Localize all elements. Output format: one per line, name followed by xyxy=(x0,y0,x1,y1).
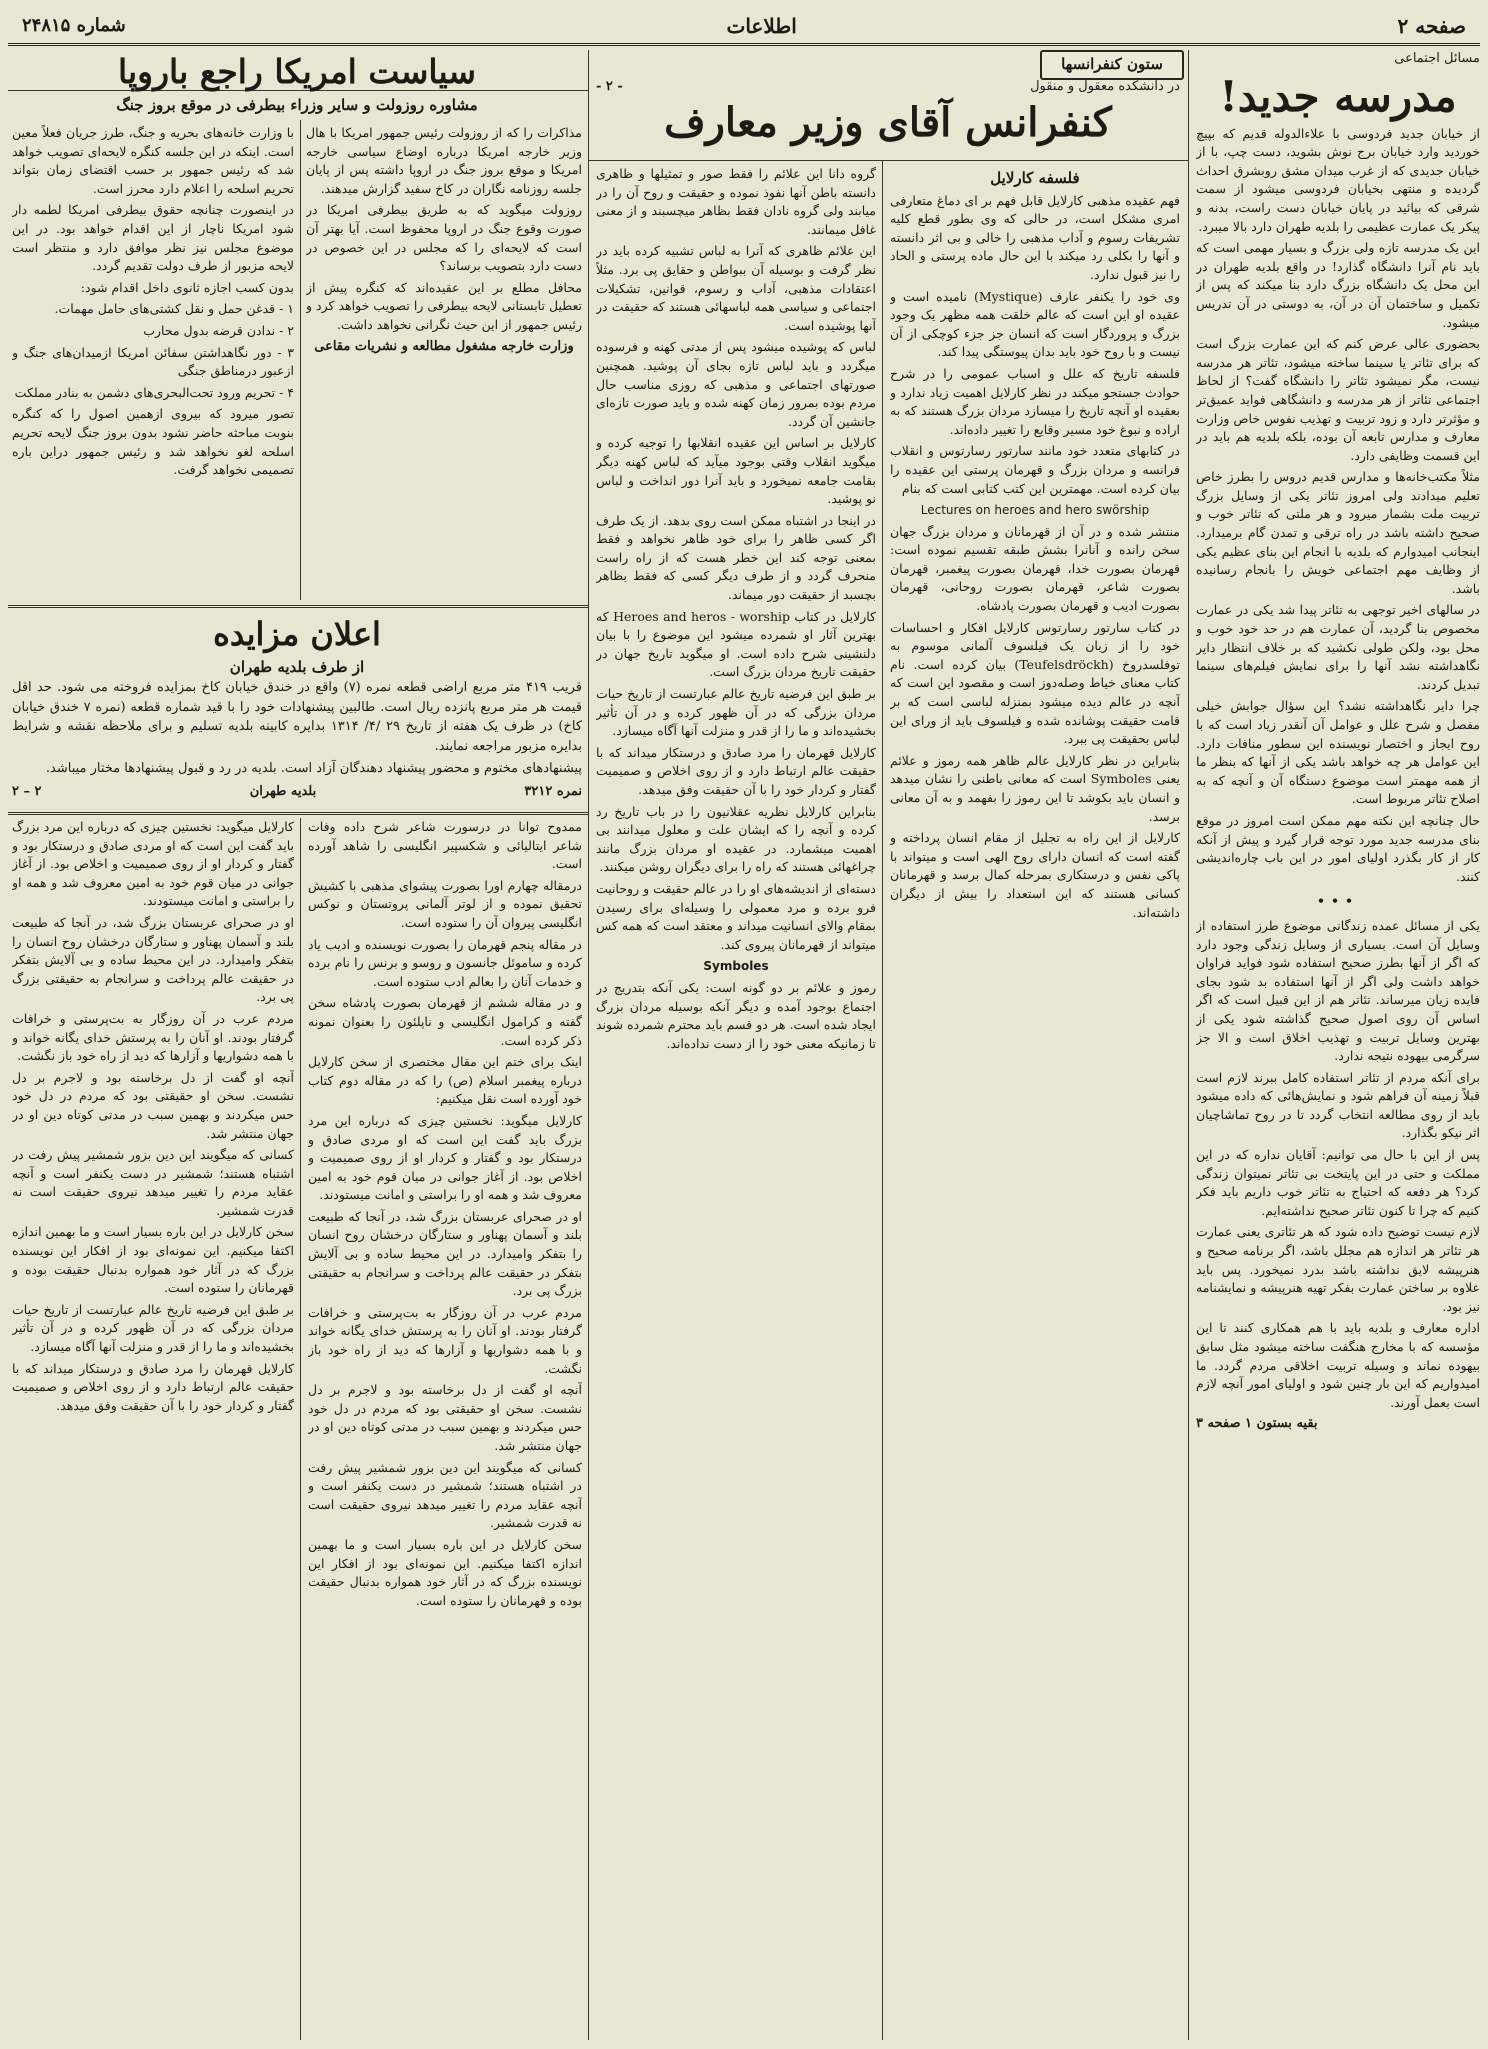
paragraph: آنچه او گفت از دل برخاسته بود و لاجرم بر دل نشست. سخن او حقیقتی بود که مردم در دل خود حس میکردند و بهمین سبب در مدتی کوتاه دین او در جهان منتشر شد. xyxy=(308,1382,582,1453)
paragraph: در کتابهای متعدد خود مانند سارتور رسارتوس و انقلاب فرانسه و مردان بزرگ و قهرمان پرستی این عقیده را بیان کرده است. مهمترین این کتب کتابی است که بنام xyxy=(890,443,1180,496)
article-kicker: مسائل اجتماعی xyxy=(1394,51,1480,66)
paragraph: آنچه او گفت از دل برخاسته بود و لاجرم بر دل نشست. سخن او حقیقتی بود که مردم در دل خود حس میکردند و بهمین سبب در مدتی کوتاه دین او در جهان منتشر شد. xyxy=(12,1069,294,1141)
paragraph: بحضوری عالی عرض کنم که این عمارت بزرگ است که برای تئاتر یا سینما ساخته میشود، تئاتر هر مدرسه نیست، مگر نمیشود تئاتر را دانشگاه گفت؟ از لحاظ اجتماعی تئاتر از هر مدرسه و دانشگاهی فواید عمیق‌تر و مؤثرتر دارد و زود تربیت و تهذیب نفوس خاص وزارت معارف و مدارس تابعه آن بوده، بلکه بلدیه هم باید در این قسمت وظایفی دارد. xyxy=(1196,336,1480,463)
paragraph: رموز و علائم بر دو گونه است: یکی آنکه بتدریج در اجتماع بوجود آمده و دیگر آنکه بوسیله مردان بزرگ ایجاد شده است. هر دو قسم باید محترم شمرده شوند تا زمانیکه معنی خود را از دست نداده‌اند. xyxy=(596,979,876,1051)
paragraph: بدون کسب اجازه ثانوی داخل اقدام شود: xyxy=(80,279,294,295)
book-title-latin: Lectures on heroes and hero swörship xyxy=(920,503,1150,518)
conference-column-left xyxy=(308,818,582,2040)
issue-number: شماره ۲۴۸۱۵ xyxy=(22,15,126,36)
paragraph: بنابراین کارلایل نظریه عقلانیون را در باب تاریخ رد کرده و آنچه را که ایشان علت و معلول میدانند بی اهمیت میشمارد. در عقیده او مردان بزرگ مانند چراغهائی هستند که راه را برای دیگران روشن میکنند. xyxy=(596,803,876,875)
conference-column-label: ستون کنفرانسها xyxy=(1040,50,1184,80)
policy-column-b xyxy=(306,124,582,602)
article-headline: مدرسه جدید! xyxy=(1219,71,1457,121)
paragraph: مثلاً مکتب‌خانه‌ها و مدارس قدیم دروس را بطرز خاص تعلیم میدادند ولی امروز تئاتر یکی از وسایل بزرگ تربیت ملت بشمار میرود و هر ملتی که تئاتر خوب و صحیح داشته باشد در راه ترقی و تمدن گام برمیدارد. اینجانب امیدوارم که بلدیه با انجام این بنای عظیم یکی از وظایف مهم اجتماعی خویش را بانجام رسانیده باشد. xyxy=(1196,469,1480,596)
paragraph: و در مقاله ششم از قهرمان بصورت پادشاه سخن گفته و کرامول انگلیسی و ناپلئون را بعنوان نمونه ذکر کرده است. xyxy=(308,995,582,1048)
page-number: صفحه ۲ xyxy=(1397,13,1466,38)
conference-column-right xyxy=(890,165,1180,2040)
paragraph: ممدوح توانا در درسورت شاعر شرح داده وفات شاعر ایتالیائی و شکسپیر انگلیسی را شاهد آورده است. xyxy=(308,819,582,872)
auction-subhead: از طرف بلدیه طهران xyxy=(229,658,365,676)
paragraph: اینک برای ختم این مقال مختصری از سخن کارلایل درباره پیغمبر اسلام (ص) را که در مقاله دوم کتاب خود آورده است نقل میکنیم: xyxy=(308,1054,582,1107)
policy-column-a xyxy=(12,124,294,602)
conference-subtitle: در دانشکده معقول و منقول xyxy=(1030,79,1180,94)
paragraph: اداره معارف و بلدیه باید با هم همکاری کنند تا این مؤسسه که با مخارج هنگفت ساخته میشود مثل سابق بیهوده نماند و وسیله تربیت اخلاقی مردم گردد. ما امیدواریم که این بار چنین شود و اولیای امور آنچه لازم است بعمل آورند. xyxy=(1196,1320,1480,1410)
conference-column-far-left xyxy=(12,818,294,2040)
policy-header xyxy=(12,50,582,120)
auction-body-2: پیشنهادهای مختوم و محضور پیشنهاد دهندگان آزاد است. بلدیه در رد و قبول پیشنهادها مختار میباشد. xyxy=(45,761,582,776)
auction-body: قریب ۴۱۹ متر مربع اراضی قطعه نمره (۷) واقع در خندق خیابان کاخ بمزایده فروخته می شود. حد اقل قیمت هر متر مربع پانزده ریال است. طالبین پیشنهادات خود را با قید شماره قطعه (نمره ۷ خندق خیابان کاخ) در ظرف یک هفته از تاریخ ۲۹ /۴/ ۱۳۱۴ بدایره کابینه بلدیه تسلیم و برای ملاحظه نقشه و شرایط بدایره مزبور مراجعه نمایند. xyxy=(12,680,582,754)
auction-headline: اعلان مزایده xyxy=(213,615,381,653)
paragraph: درمقاله چهارم اورا بصورت پیشوای مذهبی با کشیش تحقیق نموده و از لوتر آلمانی پروتستان و نوکس انگلیسی پیروان آن را ستوده است. xyxy=(308,877,582,930)
paragraph: کارلایل میگوید: نخستین چیزی که درباره این مرد بزرگ باید گفت این است که او مردی صادق و درستکار بود و گفتار و کردار او از روی صمیمیت و اخلاص بود. از آغاز جوانی در میان قوم خود به امین معروف شد و همه او را براستی و امانت میستودند. xyxy=(12,819,294,909)
masthead xyxy=(8,8,1480,46)
policy-subhead: مشاوره روزولت و سایر وزراء بیطرفی در موقع بروز جنگ xyxy=(116,96,478,114)
paragraph: منتشر شده و در آن از قهرمانان و مردان بزرگ جهان سخن رانده و آنانرا بشش طبقه تقسیم نموده است: قهرمان بصورت خدا، قهرمان بصورت پیغمبر، قهرمان بصورت شاعر، قهرمان بصورت روحانی، قهرمان بصورت ادیب و قهرمان بصورت پادشاه. xyxy=(890,523,1180,614)
paragraph: سخن کارلایل در این باره بسیار است و ما بهمین اندازه اکتفا میکنیم. این نمونه‌ای بود از افکار این نویسنده بزرگ که در آثار خود همواره بدنبال حقیقت بوده و قهرمانان را ستوده است. xyxy=(308,1536,582,1608)
list-item: ۴ - تحریم ورود تحت‌البحری‌های دشمن به بنادر مملکت xyxy=(14,384,294,400)
list-item: ۱ - قدغن حمل و نقل کشتی‌های حامل مهمات. xyxy=(54,301,294,317)
continued-note: بقیه بستون ۱ صفحه ۳ xyxy=(1196,1416,1318,1432)
paragraph: وی خود را یکنفر عارف (Mystique) نامیده است و عقیده او این است که عالم خلقت همه مظهر یک وجود بزرگ و پروردگار است که انسان جز جزء کوچکی از آن نیست و با روح خود باید بدان پیوستگی پیدا کند. xyxy=(890,288,1180,360)
paragraph: بر طبق این فرضیه تاریخ عالم عبارتست از تاریخ حیات مردان بزرگی که در آن ظهور کرده و در آن تأثیر بخشیده‌اند و ما را از قدر و منزلت آنها آگاه میسازد. xyxy=(12,1301,294,1355)
column-rule xyxy=(300,120,301,600)
paragraph: در سالهای اخیر توجهی به تئاتر پیدا شد یکی در عمارت مخصوص بنا گردید، آن عمارت هم در حد خود خوب و محل بود، ولکن طولی نکشید که بر خلاف انتظار دایر نگاهداشته نشد آنها را برای نمایش فیلم‌های سینما تبدیل کردند. xyxy=(1196,602,1480,692)
paragraph: لباس که پوشیده میشود پس از مدتی کهنه و فرسوده میگردد و باید لباس تازه بجای آن پوشید. همچنین صورتهای اجتماعی و مذهبی که روزی مناسب حال مردم بوده بمرور زمان کهنه شده و باید صورت تازه‌ای جانشین آن گردد. xyxy=(596,339,876,429)
column-rule xyxy=(882,160,883,2040)
auction-footer: بلدیه طهران xyxy=(249,783,317,799)
paragraph: از خیابان جدید فردوسی با علاءالدوله قدیم که بپیچ خوردید وارد خیابان برج نوش بشوید، دست چپ، با از خیابان جدیدی که از غرب میدان مشق روبشرق احداث گردیده و منتهی بخیابان فردوسی میشود از سمت شرقی که بیائید در پایان خیابان دست راست، بدنه و پیکر یک عمارت عظیمی را بلدیه طهران دارد بالا میبرد. xyxy=(1196,125,1480,234)
separator-dots: ••• xyxy=(1317,893,1359,909)
newspaper-name: اطلاعات xyxy=(726,13,797,38)
paragraph: تصور میرود که بیروی ازهمین اصول را که کنگره بنوبت مباحثه حاضر نشود بدون بروز جنگ لایحه تحریم اسلحه لغو نخواهد شد و رئیس جمهور دراین باره تصمیمی نخواهد گرفت. xyxy=(12,406,294,478)
paragraph: یکی از مسائل عمده زندگانی موضوع طرز استفاده از وسایل آن است. بسیاری از وسایل زندگی وجود دارد که اگر از آنها بطرز صحیح استفاده شود فواید فراوان خواهد داشت ولی اگر از آنها استفاده بد شود بجای فایده زیان میرساند. تئاتر هم از این قبیل است که اگر اساس آن روی اصول صحیح گذاشته شود یکی از بهترین وسایل تربیت و تهذیب اخلاق است و الا جز سرگرمی بیهوده نتیجه ندارد. xyxy=(1196,917,1480,1064)
section-rule xyxy=(8,812,588,815)
paragraph: فلسفه تاریخ که علل و اسباب عمومی را در شرح حوادث جستجو میکند در نظر کارلایل اهمیت زیاد ندارد و بعقیده او آنچه تاریخ را میسازد مردان بزرگ هستند که به اراده و نبوغ خود مسیر وقایع را تغییر داده‌اند. xyxy=(890,365,1180,437)
paragraph: کارلایل بر اساس این عقیده انقلابها را توجیه کرده و میگوید انقلاب وقتی بوجود میآید که لباس کهنه دیگر بقامت جامعه نمیخورد و باید آنرا دور انداخت و لباس نو پوشید. xyxy=(596,435,876,507)
paragraph: در مقاله پنجم قهرمان را بصورت نویسنده و ادیب یاد کرده و ساموئل جانسون و روسو و برنس را نام برده و خدمات آنان را بعالم ادب ستوده است. xyxy=(308,936,582,989)
paragraph: این علائم ظاهری که آنرا به لباس تشبیه کرده باید در نظر گرفت و بوسیله آن ببواطن و حقایق پی برد. مثلاً اعتقادات مذهبی، آداب و رسوم، قوانین، تشکیلات اجتماعی و سیاسی همه لباسهائی هستند که حقیقت در آنها پوشیده است. xyxy=(596,243,876,333)
paragraph: محافل مطلع بر این عقیده‌اند که کنگره پیش از تعطیل تابستانی لایحه بیطرفی را تصویب خواهد کرد و رئیس جمهور از این حیث نگرانی نخواهد داشت. xyxy=(306,279,582,332)
paragraph: او در صحرای عربستان بزرگ شد، در آنجا که طبیعت بلند و آسمان پهناور و ستارگان درخشان روح انسان را بتفکر وامیدارد. در این محیط ساده و بی آلایش بتفکر در حقیقت عالم پرداخت و سرانجام به حقیقتی بزرگ پی برد. xyxy=(12,914,294,1005)
paragraph: سخن کارلایل در این باره بسیار است و ما بهمین اندازه اکتفا میکنیم. این نمونه‌ای بود از افکار این نویسنده بزرگ که در آثار خود همواره بدنبال حقیقت بوده و قهرمانان را ستوده است. xyxy=(12,1224,294,1296)
source-line: وزارت خارجه مشغول مطالعه و نشریات مقاعی xyxy=(314,338,574,354)
conference-column-middle xyxy=(596,165,876,2040)
auction-ref: نمره ۳۲۱۲ xyxy=(524,783,582,799)
paragraph: او در صحرای عربستان بزرگ شد، در آنجا که طبیعت بلند و آسمان پهناور و ستارگان درخشان روح انسان را بتفکر وامیدارد. در این محیط ساده و بی آلایش بتفکر در حقیقت عالم پرداخت و سرانجام به حقیقتی بزرگ پی برد. xyxy=(308,1208,582,1299)
paragraph: برای آنکه مردم از تئاتر استفاده کامل ببرند لازم است قبلاً زمینه آن فراهم شود و نمایش‌هائی که داده میشود باید از روی مطالعه انتخاب گردد تا در روح تماشاچیان اثر نیکو بگذارد. xyxy=(1196,1069,1480,1141)
auction-notice xyxy=(12,612,582,808)
paragraph: با وزارت خانه‌های بحریه و جنگ، طرز جریان فعلاً معین است. اینکه در این جلسه کنگره لایحه‌ای تصویب خواهد شد که رئیس جمهور بر حسب اقتضای زمان بتواند تحریم اسلحه را اعلام دارد محرز است. xyxy=(12,125,294,196)
paragraph: حال چنانچه این نکته مهم ممکن است امروز در موقع بنای مدرسه جدید مورد توجه قرار گیرد و پیش از آنکه کار از کار بگذرد اولیای امور در این باب چاره‌اندیشی کنند. xyxy=(1196,812,1480,884)
paragraph: فهم عقیده مذهبی کارلایل قابل فهم بر ای دماغ متعارفی امری مشکل است، در حالی که وی بطور قطع کلیه تشریفات رسوم و آداب مذهبی را خالی و بی اثر دانسته و آنها را بکلی رد میکند با این حال ماده پرستی و الحاد را نیز قبول ندارد. xyxy=(890,192,1180,282)
paragraph: این یک مدرسه تازه ولی بزرگ و بسیار مهمی است که باید نام آنرا دانشگاه گذارد! در واقع بلدیه طهران در این محل یک دانشگاه بزرگ دارد بنا میکند که پس از تکمیل و ساختمان آن در آن، به دوستی در آن تدریس میشود. xyxy=(1196,240,1480,330)
symbols-term: Symboles xyxy=(703,959,769,974)
paragraph: گروه دانا این علائم را فقط صور و تمثیلها و ظاهری دانسته باطن آنها نفوذ نموده و حقیقت و روح آن را در میابند ولی گروه نادان فقط بظاهر میچسبند و از معنی غافل میمانند. xyxy=(596,166,876,237)
paragraph: لازم نیست توضیح داده شود که هر تئاتری یعنی عمارت هر تئاتر هر اندازه هم مجلل باشد، اگر برنامه صحیح و هنرپیشه لایق نداشته باشد بدرد نمیخورد. پس باید علاوه بر ساختن عمارت بفکر تهیه هنرپیشه و نمایشنامه نیز بود. xyxy=(1196,1224,1480,1314)
paragraph: در اینصورت چنانچه حقوق بیطرفی امریکا لطمه دار شود امریکا ناچار از این اقدام خواهد بود. در این موضوع مجلس نیز نظر موافق دارد و منتظر است لایحه مزبور از طرف دولت تقدیم گردد. xyxy=(12,202,294,274)
paragraph: کارلایل میگوید: نخستین چیزی که درباره این مرد بزرگ باید گفت این است که او مردی صادق و درستکار بود و گفتار و کردار او از روی صمیمیت و اخلاص بود. از آغاز جوانی در میان قوم خود به امین معروف شد و همه او را براستی و امانت میستودند. xyxy=(308,1112,582,1203)
section-rule xyxy=(8,605,588,608)
paragraph: مذاکرات را که از روزولت رئیس جمهور امریکا با هال وزیر خارجه امریکا درباره اوضاع سیاسی خارجه امریکا و موقع بروز جنگ در اروپا داشته پس از پایان جلسه روزنامه نگاران در کاخ سفید گزارش میدهند. xyxy=(306,125,582,196)
paragraph: مردم عرب در آن روزگار به بت‌پرستی و خرافات گرفتار بودند. او آنان را به پرستش خدای یگانه خواند و با همه دشواریها و آزارها که دید از راه خود باز نگشت. xyxy=(12,1010,294,1064)
conference-header xyxy=(596,78,1180,158)
paragraph: کسانی که میگویند این دین بزور شمشیر پیش رفت در اشتباه هستند؛ شمشیر در دست یکنفر است و آنچه عقاید مردم را تغییر میدهد نیروی حقیقت است نه قدرت شمشیر. xyxy=(12,1147,294,1218)
list-item: ۳ - دور نگاهداشتن سفائن امریکا ازمیدان‌های جنگ و ازعبور درمناطق جنگی xyxy=(12,344,294,379)
paragraph: کارلایل در کتاب Heroes and heros - worship که بهترین آثار او شمرده میشود این موضوع را با بیان دلنشینی شرح داده است. او میگوید تاریخ جهان در حقیقت تاریخ مردان بزرگ است. xyxy=(596,608,876,680)
paragraph: کارلایل از این راه به تجلیل از مقام انسان پرداخته و گفته است که انسان دارای روح الهی است و میتواند با پاکی نفس و درستکاری بمرحله کمال برسد و قهرمانان کسانی هستند که این استعداد را بیش از دیگران داشته‌اند. xyxy=(890,830,1180,920)
paragraph: در اینجا در اشتباه ممکن است روی بدهد. از یک طرف اگر کسی ظاهر را برای خود ظاهر نخواهد و فقط بمعنی توجه کند این خطر هست که از راه راست منحرف گردد و از طرف دیگر کسی که فقط بظاهر بچسبد از حقیقت دور میماند. xyxy=(596,512,876,603)
section-rule xyxy=(588,160,1188,161)
paragraph: مردم عرب در آن روزگار به بت‌پرستی و خرافات گرفتار بودند. او آنان را به پرستش خدای یگانه خواند و با همه دشواریها و آزارها که دید از راه خود باز نگشت. xyxy=(308,1304,582,1376)
school-article xyxy=(1196,50,1480,2040)
paragraph: پس از این با حال می توانیم: آقایان نداره که در این مملکت و حتی در این پایتخت بی تئاتر نمیتوان زندگی کرد؟ هر دفعه که احتیاج به تئاتر خوب داریم باید فکر کنیم که چرا تا کنون تئاتر صحیح نداشته‌ایم. xyxy=(1196,1147,1480,1218)
paragraph: بنابراین در نظر کارلایل عالم ظاهر همه رموز و علائم یعنی Symboles است که معانی باطنی را نشان میدهد و انسان باید بکوشد تا این رموز را بفهمد و به آن معانی برسد. xyxy=(890,752,1180,824)
paragraph: بر طبق این فرضیه تاریخ عالم عبارتست از تاریخ حیات مردان بزرگی که در آن ظهور کرده و در آن تأثیر بخشیده‌اند و ما را از قدر و منزلت آنها آگاه میسازد. xyxy=(596,686,876,739)
column-rule xyxy=(1188,50,1189,2040)
list-item: ۲ - ندادن قرضه بدول محارب xyxy=(143,322,294,338)
paragraph: کارلایل قهرمان را مرد صادق و درستکار میداند که با حقیقت عالم ارتباط دارد و از روی اخلاص و صمیمیت گفتار و کردار خود را با آن حقیقت وفق میدهد. xyxy=(12,1360,294,1413)
section-heading: فلسفه کارلایل xyxy=(990,169,1080,187)
conference-headline: کنفرانس آقای وزیر معارف xyxy=(664,98,1112,146)
policy-headline: سیاست امریکا راجع باروپا xyxy=(117,52,477,91)
conference-part-number: - ۲ - xyxy=(596,79,623,94)
paragraph: دسته‌ای از اندیشه‌های او را در عالم حقیقت و روحانیت فرو برده و مرد معمولی را وسیله‌ای برای رسیدن بمقام والای انسانیت میداند و معتقد است که همه کس میتواند از قهرمانان پیروی کند. xyxy=(596,880,876,952)
paragraph: چرا دایر نگاهداشته نشد؟ این سؤال جوابش خیلی مفصل و شرح علل و عوامل آن آنقدر زیاد است که با روح ایجاز و اختصار نویسنده این سطور منافات دارد. این عوامل هر چه خواهد باشد یکی از آنها که بنظر ما از همه مهمتر است موضوع دستگاه آن و آنچه که به اصلاح تئاتر مربوط است. xyxy=(1196,698,1480,807)
paragraph: روزولت میگوید که به طریق بیطرفی امریکا در صورت وقوع جنگ در اروپا محفوظ است. آیا بهتر آن است که لایحه‌ای را که مجلس در این خصوص در دست دارد بتصویب برساند؟ xyxy=(306,202,582,274)
paragraph: کارلایل قهرمان را مرد صادق و درستکار میداند که با حقیقت عالم ارتباط دارد و از روی اخلاص و صمیمیت گفتار و کردار خود را با آن حقیقت وفق میدهد. xyxy=(596,744,876,797)
paragraph: در کتاب سارتور رسارتوس کارلایل افکار و احساسات خود را از زبان یک فیلسوف آلمانی موسوم به توفلسدروخ (Teufelsdröckh) بیان کرده است. نام کتاب معنای خیاط وصله‌دوز است و مقصود این است که آنچه در عالم دیده میشود بمنزله لباسی است که بر قامت حقیقت پوشانده شده و فیلسوف باید از ورای این لباس بحقیقت پی ببرد. xyxy=(890,619,1180,747)
auction-footer-number: ۲ – ۲ xyxy=(12,783,42,799)
paragraph: کسانی که میگویند این دین بزور شمشیر پیش رفت در اشتباه هستند؛ شمشیر در دست یکنفر است و آنچه عقاید مردم را تغییر میدهد نیروی حقیقت است نه قدرت شمشیر. xyxy=(308,1459,582,1531)
column-rule xyxy=(588,50,589,2040)
column-rule xyxy=(300,818,301,2040)
